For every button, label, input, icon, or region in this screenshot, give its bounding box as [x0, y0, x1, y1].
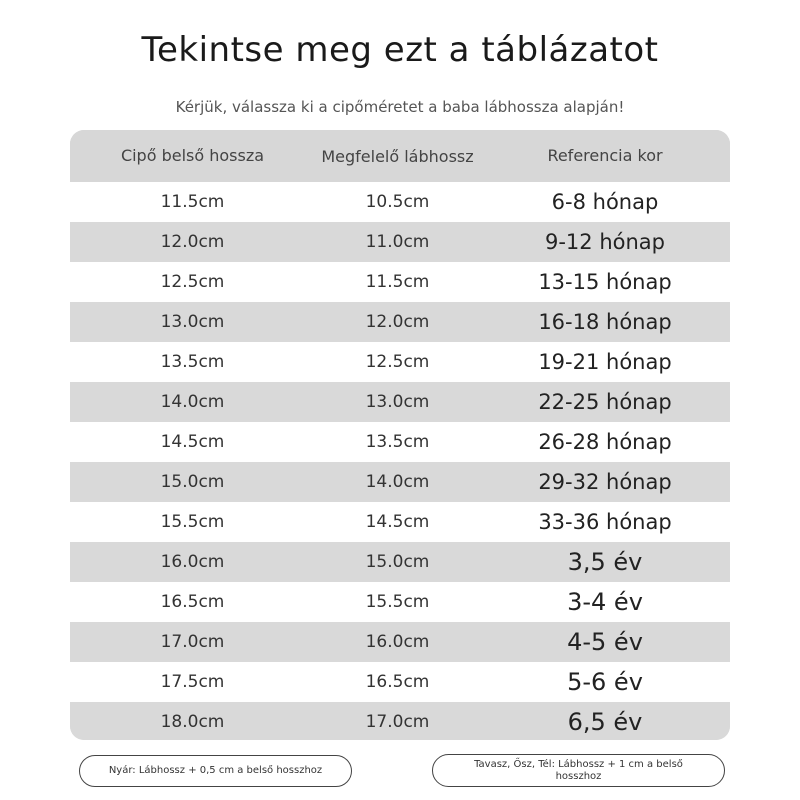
table-row [70, 502, 730, 542]
cell-shoe-length: 15.0cm [160, 472, 225, 492]
cell-shoe-length: 17.0cm [160, 632, 225, 652]
cell-reference-age: 22-25 hónap [538, 390, 672, 414]
cell-foot-length: 16.0cm [365, 632, 430, 652]
page-subtitle: Kérjük, válassza ki a cipőméretet a baba lábhossza alapján! [175, 98, 625, 116]
cell-shoe-length: 16.5cm [160, 592, 225, 612]
table-row [70, 222, 730, 262]
table-row [70, 662, 730, 702]
cell-foot-length: 11.5cm [365, 272, 430, 292]
cell-foot-length: 12.0cm [365, 312, 430, 332]
cell-reference-age: 6,5 év [567, 708, 643, 736]
cell-reference-age: 16-18 hónap [538, 310, 672, 334]
cell-reference-age: 19-21 hónap [538, 350, 672, 374]
table-row [70, 342, 730, 382]
table-row [70, 462, 730, 502]
table-row [70, 262, 730, 302]
cell-reference-age: 29-32 hónap [538, 470, 672, 494]
cell-shoe-length: 13.5cm [160, 352, 225, 372]
cell-foot-length: 10.5cm [365, 192, 430, 212]
table-row [70, 542, 730, 582]
table-body [70, 182, 730, 740]
page-title: Tekintse meg ezt a táblázatot [141, 30, 659, 70]
cell-shoe-length: 12.0cm [160, 232, 225, 252]
cell-reference-age: 13-15 hónap [538, 270, 672, 294]
cell-foot-length: 13.0cm [365, 392, 430, 412]
size-table [70, 130, 730, 740]
cell-shoe-length: 14.0cm [160, 392, 225, 412]
table-header [70, 130, 730, 182]
table-row [70, 622, 730, 662]
cell-reference-age: 4-5 év [567, 628, 643, 656]
table-row [70, 182, 730, 222]
cell-shoe-length: 11.5cm [160, 192, 225, 212]
cell-reference-age: 26-28 hónap [538, 430, 672, 454]
cell-foot-length: 15.0cm [365, 552, 430, 572]
cell-reference-age: 33-36 hónap [538, 510, 672, 534]
table-row [70, 582, 730, 622]
table-row [70, 382, 730, 422]
cell-foot-length: 17.0cm [365, 712, 430, 732]
table-row [70, 302, 730, 342]
cell-shoe-length: 13.0cm [160, 312, 225, 332]
cell-shoe-length: 16.0cm [160, 552, 225, 572]
cell-foot-length: 15.5cm [365, 592, 430, 612]
column-header-shoe-length: Cipő belső hossza [120, 146, 265, 165]
cell-reference-age: 5-6 év [567, 668, 643, 696]
cell-shoe-length: 14.5cm [160, 432, 225, 452]
cell-foot-length: 14.0cm [365, 472, 430, 492]
cell-reference-age: 9-12 hónap [544, 230, 665, 254]
cell-shoe-length: 15.5cm [160, 512, 225, 532]
table-row [70, 702, 730, 740]
cell-foot-length: 16.5cm [365, 672, 430, 692]
column-header-reference-age: Referencia kor [547, 146, 663, 165]
season-note: Tavasz, Ősz, Tél: Lábhossz + 1 cm a belső hosszhoz [432, 754, 725, 787]
cell-shoe-length: 12.5cm [160, 272, 225, 292]
cell-foot-length: 12.5cm [365, 352, 430, 372]
summer-note: Nyár: Lábhossz + 0,5 cm a belső hosszhoz [79, 755, 352, 787]
column-header-foot-length: Megfelelő lábhossz [321, 147, 474, 166]
table-row [70, 422, 730, 462]
cell-foot-length: 13.5cm [365, 432, 430, 452]
cell-foot-length: 14.5cm [365, 512, 430, 532]
cell-shoe-length: 17.5cm [160, 672, 225, 692]
cell-shoe-length: 18.0cm [160, 712, 225, 732]
cell-reference-age: 6-8 hónap [551, 190, 659, 214]
cell-foot-length: 11.0cm [365, 232, 430, 252]
cell-reference-age: 3,5 év [567, 548, 643, 576]
cell-reference-age: 3-4 év [567, 588, 643, 616]
